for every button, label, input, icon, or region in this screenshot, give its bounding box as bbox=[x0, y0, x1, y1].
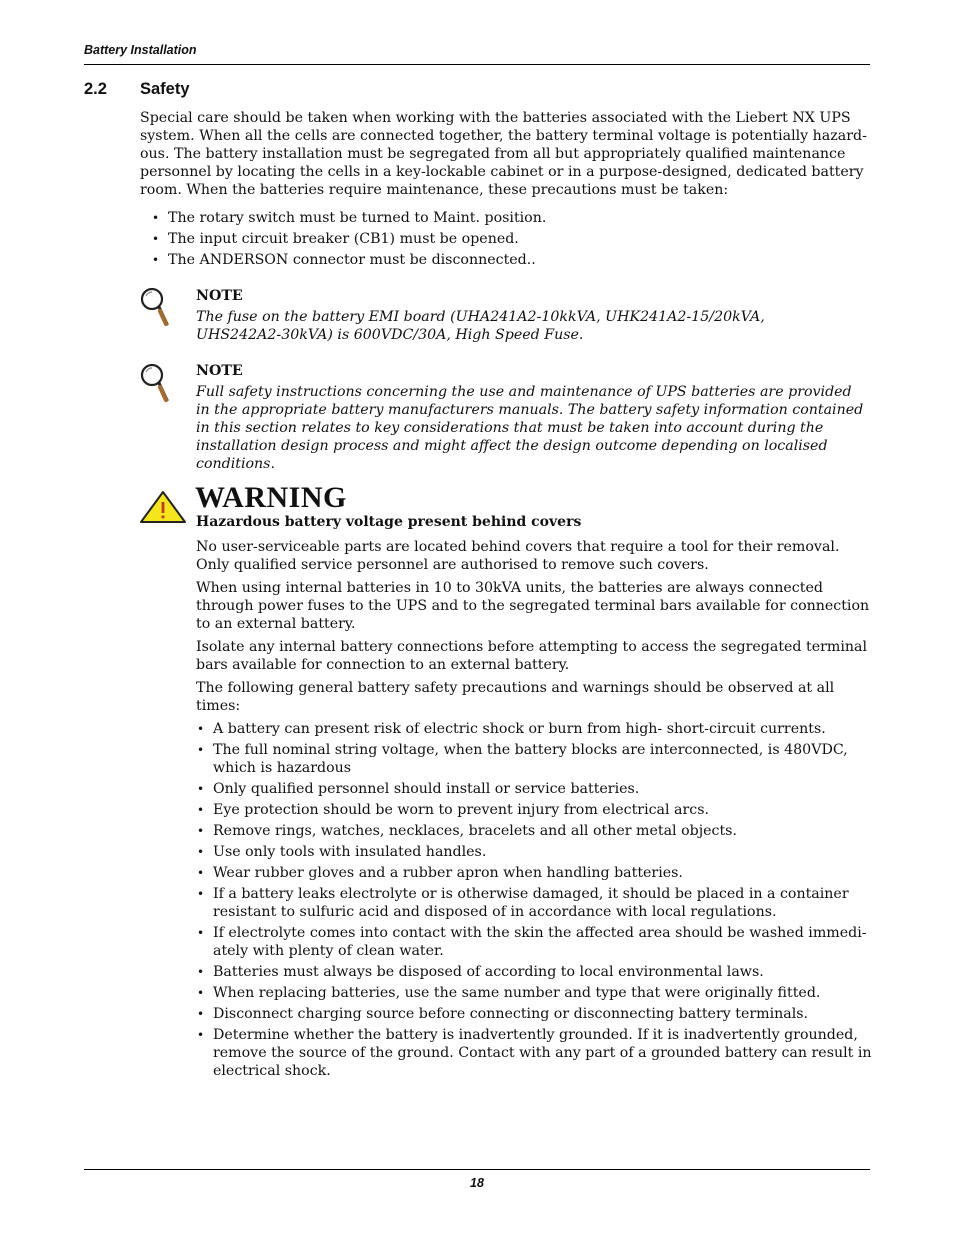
magnifier-icon bbox=[138, 286, 172, 330]
note-title: NOTE bbox=[196, 288, 243, 304]
safety-precaution-list bbox=[196, 720, 872, 1080]
list-item: • Determine whether the battery is inadvertently grounded. If it is inadvertently grounded, remove the source of the ground. Contact with any part of a grounded battery can result in electrical shock. bbox=[197, 1027, 872, 1079]
note-body: The fuse on the battery EMI board (UHA241A2-10kkVA, UHK241A2-15/20kVA, UHS242A2-30kVA) is 600VDC/30A, High Speed Fuse. bbox=[196, 309, 765, 343]
warning-subtitle: Hazardous battery voltage present behind covers bbox=[196, 514, 582, 530]
list-item: • The rotary switch must be turned to Maint. position. bbox=[152, 210, 547, 226]
footer-rule bbox=[84, 1169, 870, 1170]
header-rule bbox=[84, 64, 870, 65]
warning-body bbox=[196, 538, 872, 1083]
list-item: • If a battery leaks electrolyte or is otherwise damaged, it should be placed in a container resistant to sulfuric acid and disposed of in accordance with local regulations. bbox=[197, 886, 849, 920]
list-item: • Wear rubber gloves and a rubber apron when handling batteries. bbox=[197, 865, 683, 881]
list-item: • The full nominal string voltage, when the battery blocks are interconnected, is 480VDC, which is hazardous bbox=[197, 742, 848, 776]
note-title: NOTE bbox=[196, 363, 243, 379]
warning-paragraph: No user-serviceable parts are located behind covers that require a tool for their removal. Only qualified service personnel are authorised to remove such covers. bbox=[196, 539, 840, 573]
running-header: Battery Installation bbox=[84, 43, 197, 57]
section-title: Safety bbox=[140, 80, 190, 98]
list-item: • The input circuit breaker (CB1) must be opened. bbox=[152, 231, 519, 247]
page-number: 18 bbox=[470, 1176, 484, 1190]
list-item: • Use only tools with insulated handles. bbox=[197, 844, 487, 860]
list-item: • If electrolyte comes into contact with the skin the affected area should be washed immedi-ately with plenty of clean water. bbox=[197, 925, 867, 959]
note-body: Full safety instructions concerning the use and maintenance of UPS batteries are provided in the appropriate battery manufacturers manuals. The battery safety information contained in this section relates to key considerations that must be taken into account during the installation design process and might affect the design outcome depending on localised conditions. bbox=[196, 384, 864, 472]
warning-title: WARNING bbox=[195, 481, 347, 514]
list-item: • Remove rings, watches, necklaces, bracelets and all other metal objects. bbox=[197, 823, 737, 839]
list-item: • The ANDERSON connector must be disconnected.. bbox=[152, 252, 536, 268]
warning-triangle-icon bbox=[139, 490, 187, 524]
list-item: • Eye protection should be worn to prevent injury from electrical arcs. bbox=[197, 802, 710, 818]
warning-paragraph: When using internal batteries in 10 to 30kVA units, the batteries are always connected through power fuses to the UPS and to the segregated terminal bars available for connection to an external battery. bbox=[196, 580, 870, 632]
list-item: • Disconnect charging source before connecting or disconnecting battery terminals. bbox=[197, 1006, 809, 1022]
warning-paragraph: Isolate any internal battery connections before attempting to access the segregated terminal bars available for connection to an external battery. bbox=[196, 639, 868, 673]
intro-paragraph: Special care should be taken when working with the batteries associated with the Liebert NX UPS system. When all the cells are connected together, the battery terminal voltage is potentially hazard-ous. The battery installation must be segregated from all but appropriately qualified maintenance personnel by locating the cells in a key-lockable cabinet or in a purpose-designed, dedicated battery room. When the batteries require maintenance, these precautions must be taken: bbox=[140, 110, 867, 198]
list-item: • Only qualified personnel should install or service batteries. bbox=[197, 781, 640, 797]
warning-paragraph: The following general battery safety precautions and warnings should be observed at all times: bbox=[196, 680, 835, 714]
section-number: 2.2 bbox=[84, 80, 107, 98]
list-item: • When replacing batteries, use the same number and type that were originally fitted. bbox=[197, 985, 821, 1001]
magnifier-icon bbox=[138, 362, 172, 406]
list-item: • A battery can present risk of electric shock or burn from high- short-circuit currents. bbox=[197, 721, 826, 737]
list-item: • Batteries must always be disposed of according to local environmental laws. bbox=[197, 964, 764, 980]
precaution-list bbox=[152, 209, 546, 272]
